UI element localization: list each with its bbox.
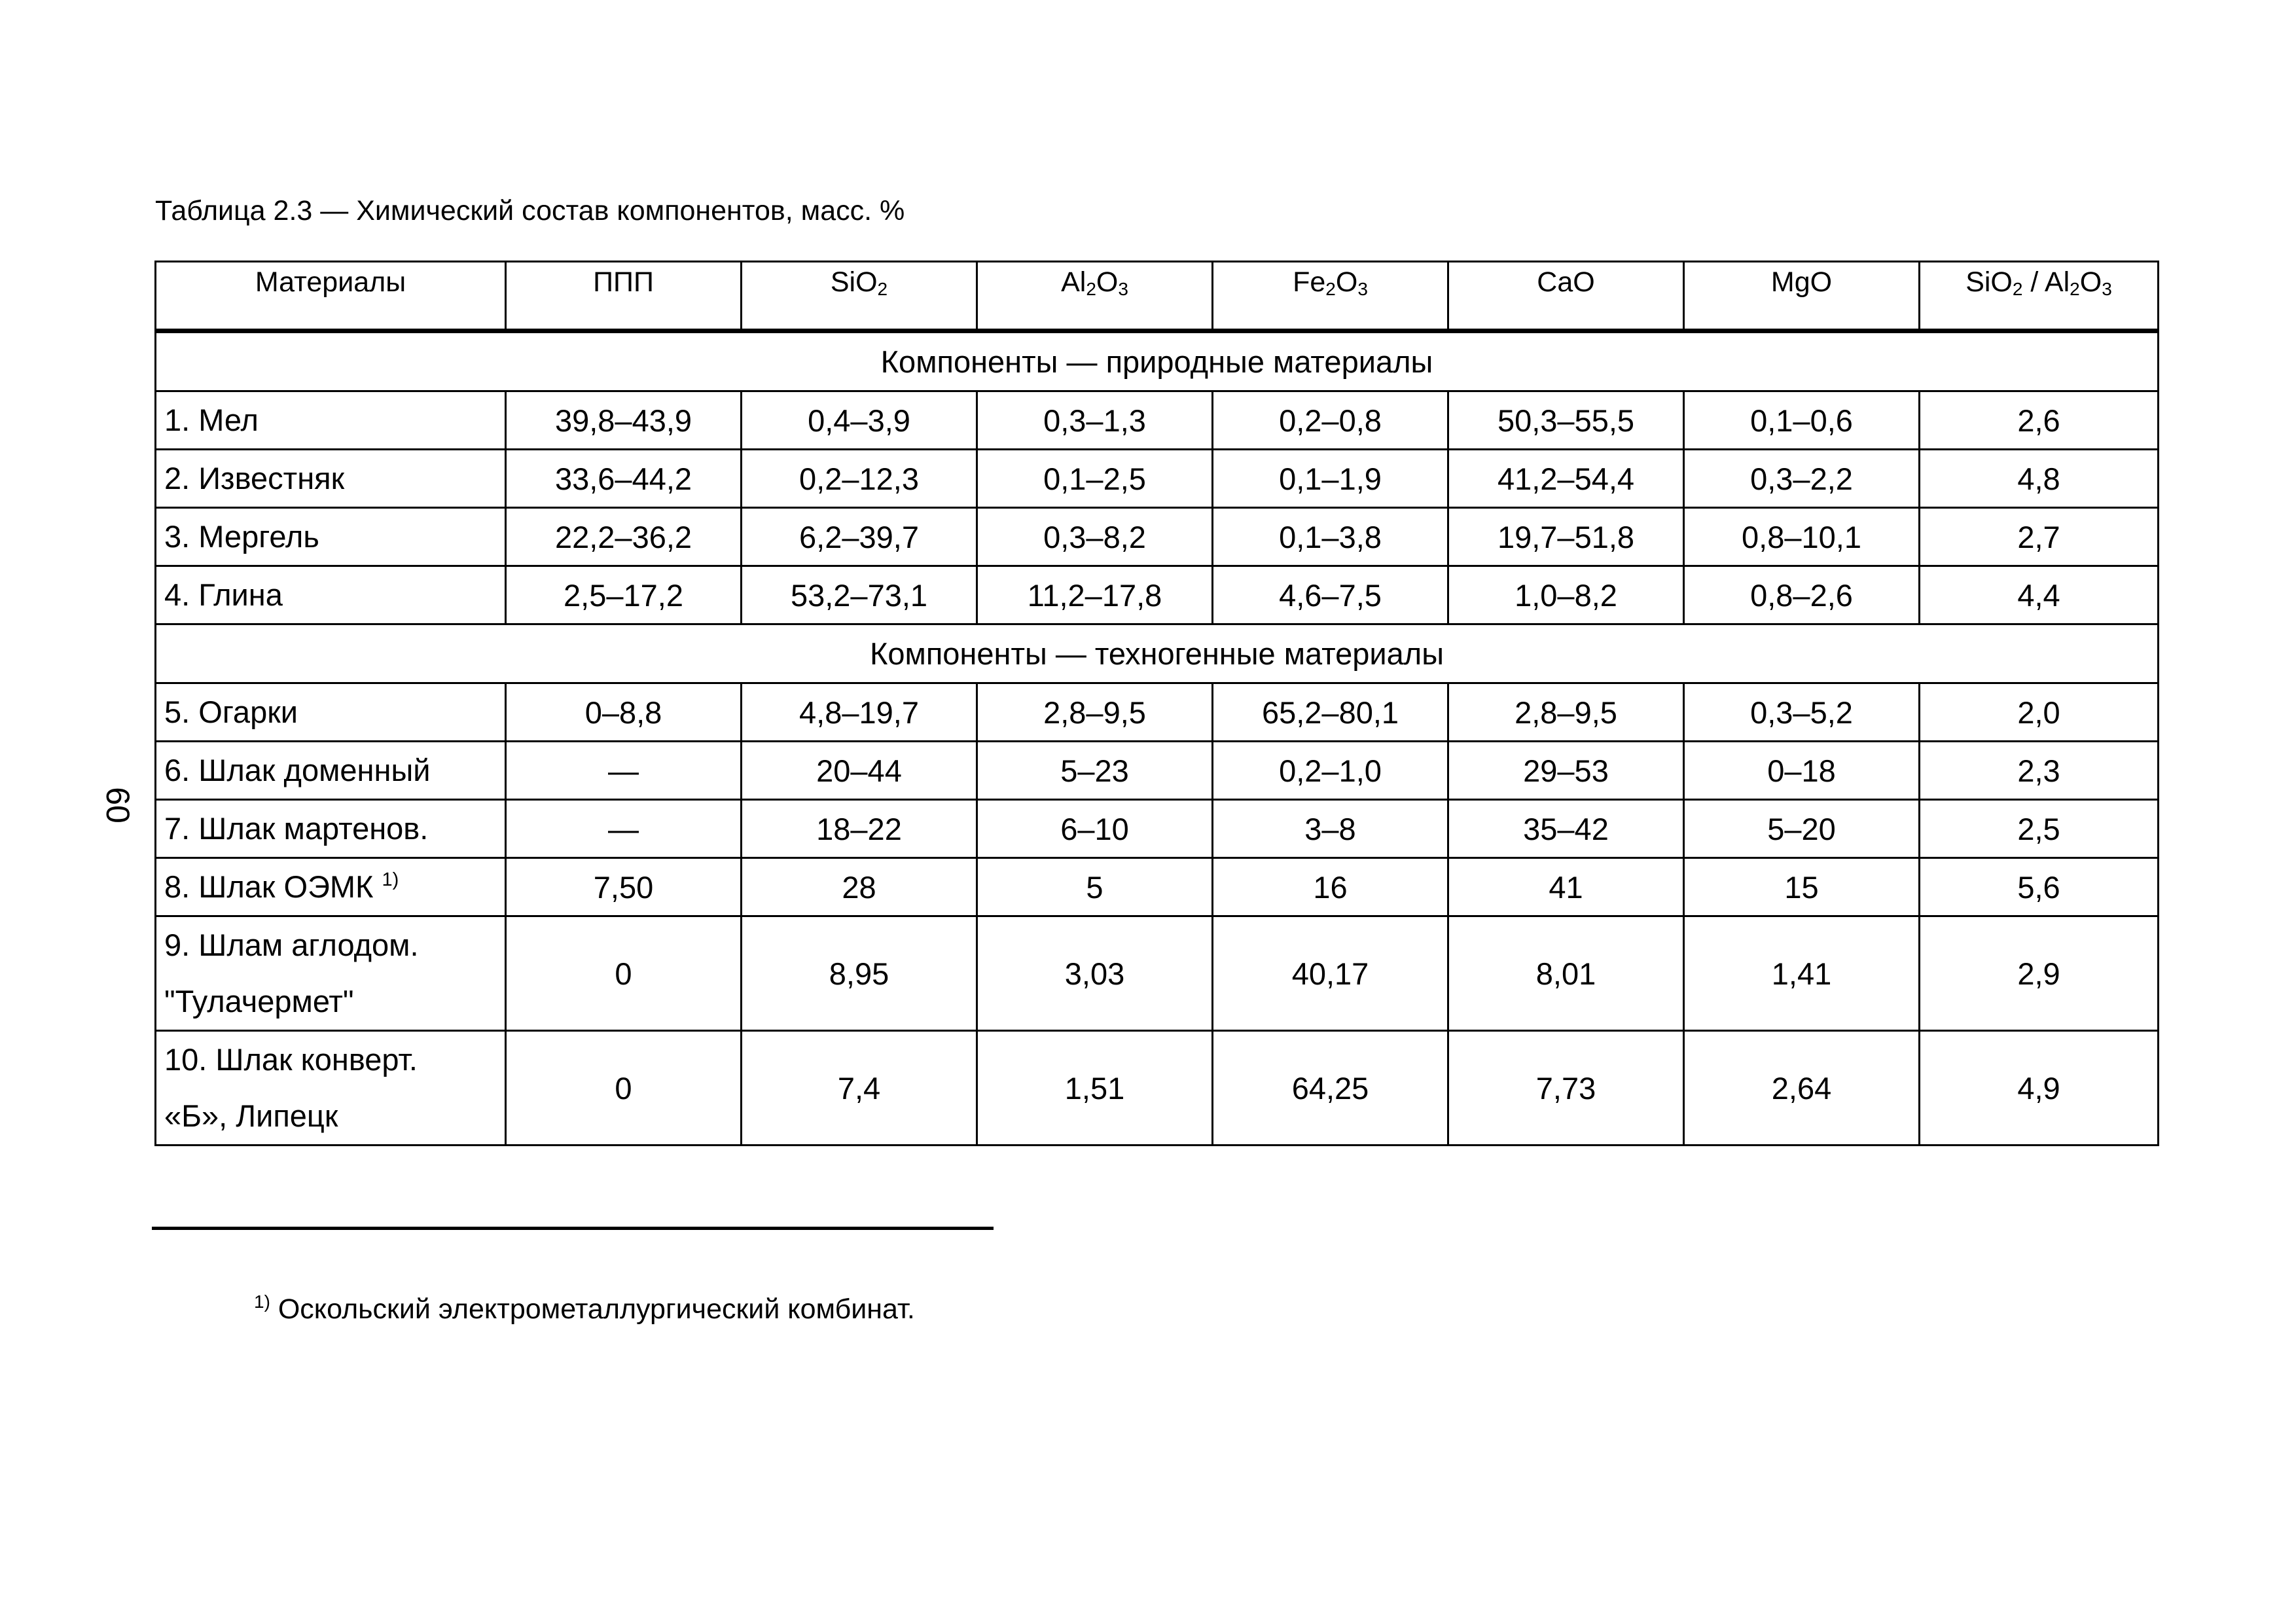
cell-sio2: 18–22: [742, 800, 977, 858]
cell-al2o3: 5: [977, 858, 1213, 916]
cell-al2o3: 2,8–9,5: [977, 683, 1213, 742]
cell-al2o3: 0,3–8,2: [977, 508, 1213, 566]
section-title-technogenic: Компоненты — техногенные материалы: [156, 624, 2159, 683]
cell-fe2o3: 40,17: [1213, 916, 1448, 1031]
cell-ppp: 0: [506, 1031, 742, 1146]
cell-mgo: 0,3–2,2: [1684, 450, 1920, 508]
header-ppp: ППП: [506, 262, 742, 331]
page-number: 60: [99, 787, 136, 823]
cell-ppp: 7,50: [506, 858, 742, 916]
cell-al2o3: 0,1–2,5: [977, 450, 1213, 508]
footnote-divider: [152, 1227, 994, 1230]
material-name: 8. Шлак ОЭМК $^{1)}$: [156, 858, 506, 916]
cell-fe2o3: 0,2–0,8: [1213, 391, 1448, 450]
chemical-composition-table: [154, 261, 2159, 1146]
header-sio2-al2o3-ratio: $SiO_2 / Al_2O_3$: [1920, 262, 2159, 331]
footnote-marker: 1): [254, 1291, 270, 1312]
cell-al2o3: 11,2–17,8: [977, 566, 1213, 624]
cell-fe2o3: 0,1–1,9: [1213, 450, 1448, 508]
cell-sio2: 8,95: [742, 916, 977, 1031]
cell-ratio: 4,4: [1920, 566, 2159, 624]
section-title-natural: Компоненты — природные материалы: [156, 331, 2159, 391]
material-name: 4. Глина: [156, 566, 506, 624]
material-name: 5. Огарки: [156, 683, 506, 742]
cell-ratio: 2,0: [1920, 683, 2159, 742]
cell-sio2: 0,4–3,9: [742, 391, 977, 450]
cell-mgo: 0–18: [1684, 742, 1920, 800]
cell-cao: 7,73: [1448, 1031, 1684, 1146]
cell-sio2: 20–44: [742, 742, 977, 800]
material-name-line-2: «Б», Липецк: [164, 1098, 338, 1133]
cell-fe2o3: 3–8: [1213, 800, 1448, 858]
section-row-natural: [156, 331, 2159, 391]
cell-ppp: —: [506, 742, 742, 800]
cell-ppp: 33,6–44,2: [506, 450, 742, 508]
material-name-line-2: "Тулачермет": [164, 984, 354, 1019]
table-row: [156, 508, 2159, 566]
cell-sio2: 53,2–73,1: [742, 566, 977, 624]
header-sio2: SiO$_2$: [742, 262, 977, 331]
cell-mgo: 5–20: [1684, 800, 1920, 858]
material-name: [156, 1031, 506, 1146]
cell-al2o3: 6–10: [977, 800, 1213, 858]
cell-fe2o3: 4,6–7,5: [1213, 566, 1448, 624]
table-header-row: [156, 262, 2159, 331]
cell-mgo: 0,8–10,1: [1684, 508, 1920, 566]
cell-cao: 41: [1448, 858, 1684, 916]
cell-ppp: 2,5–17,2: [506, 566, 742, 624]
cell-fe2o3: 0,2–1,0: [1213, 742, 1448, 800]
cell-ppp: 39,8–43,9: [506, 391, 742, 450]
footnote-text: Оскольский электрометаллургический комбинат.: [270, 1293, 915, 1325]
cell-ratio: 4,9: [1920, 1031, 2159, 1146]
header-cao: CaO: [1448, 262, 1684, 331]
cell-sio2: 6,2–39,7: [742, 508, 977, 566]
cell-mgo: 0,3–5,2: [1684, 683, 1920, 742]
material-name: 1. Мел: [156, 391, 506, 450]
cell-sio2: 28: [742, 858, 977, 916]
table-row: [156, 916, 2159, 1031]
cell-al2o3: 0,3–1,3: [977, 391, 1213, 450]
material-name-line-1: 9. Шлам аглодом.: [164, 928, 419, 962]
cell-ratio: 5,6: [1920, 858, 2159, 916]
cell-ppp: 0–8,8: [506, 683, 742, 742]
cell-cao: 50,3–55,5: [1448, 391, 1684, 450]
cell-mgo: 1,41: [1684, 916, 1920, 1031]
table-row: [156, 391, 2159, 450]
cell-sio2: 4,8–19,7: [742, 683, 977, 742]
cell-mgo: 0,1–0,6: [1684, 391, 1920, 450]
cell-cao: 1,0–8,2: [1448, 566, 1684, 624]
footnote-marker: 1): [382, 869, 399, 890]
cell-cao: 35–42: [1448, 800, 1684, 858]
cell-al2o3: 1,51: [977, 1031, 1213, 1146]
cell-ratio: 2,5: [1920, 800, 2159, 858]
cell-ratio: 4,8: [1920, 450, 2159, 508]
table-row: [156, 800, 2159, 858]
table-row: [156, 683, 2159, 742]
header-al2o3: $Al_2O_3$: [977, 262, 1213, 331]
cell-fe2o3: 0,1–3,8: [1213, 508, 1448, 566]
cell-fe2o3: 16: [1213, 858, 1448, 916]
header-mgo: MgO: [1684, 262, 1920, 331]
cell-fe2o3: 65,2–80,1: [1213, 683, 1448, 742]
cell-ratio: 2,7: [1920, 508, 2159, 566]
cell-ratio: 2,3: [1920, 742, 2159, 800]
cell-ppp: —: [506, 800, 742, 858]
cell-cao: 19,7–51,8: [1448, 508, 1684, 566]
table-row: [156, 450, 2159, 508]
cell-cao: 41,2–54,4: [1448, 450, 1684, 508]
cell-ratio: 2,9: [1920, 916, 2159, 1031]
cell-cao: 2,8–9,5: [1448, 683, 1684, 742]
table-caption: Таблица 2.3 — Химический состав компонентов, масс. %: [155, 195, 905, 226]
header-materials: Материалы: [156, 262, 506, 331]
material-name: [156, 916, 506, 1031]
cell-ppp: 22,2–36,2: [506, 508, 742, 566]
cell-al2o3: 5–23: [977, 742, 1213, 800]
cell-fe2o3: 64,25: [1213, 1031, 1448, 1146]
material-name: 7. Шлак мартенов.: [156, 800, 506, 858]
cell-al2o3: 3,03: [977, 916, 1213, 1031]
cell-mgo: 2,64: [1684, 1031, 1920, 1146]
cell-sio2: 0,2–12,3: [742, 450, 977, 508]
cell-mgo: 15: [1684, 858, 1920, 916]
table-row: [156, 858, 2159, 916]
material-name: 3. Мергель: [156, 508, 506, 566]
header-fe2o3: $Fe_2O_3$: [1213, 262, 1448, 331]
material-name: 6. Шлак доменный: [156, 742, 506, 800]
table-row: [156, 1031, 2159, 1146]
cell-cao: 8,01: [1448, 916, 1684, 1031]
table-row: [156, 566, 2159, 624]
cell-cao: 29–53: [1448, 742, 1684, 800]
cell-mgo: 0,8–2,6: [1684, 566, 1920, 624]
section-row-technogenic: [156, 624, 2159, 683]
cell-sio2: 7,4: [742, 1031, 977, 1146]
table-row: [156, 742, 2159, 800]
material-name: 2. Известняк: [156, 450, 506, 508]
cell-ppp: 0: [506, 916, 742, 1031]
material-name-line-1: 10. Шлак конверт.: [164, 1042, 418, 1077]
cell-ratio: 2,6: [1920, 391, 2159, 450]
footnote: [254, 1290, 915, 1329]
